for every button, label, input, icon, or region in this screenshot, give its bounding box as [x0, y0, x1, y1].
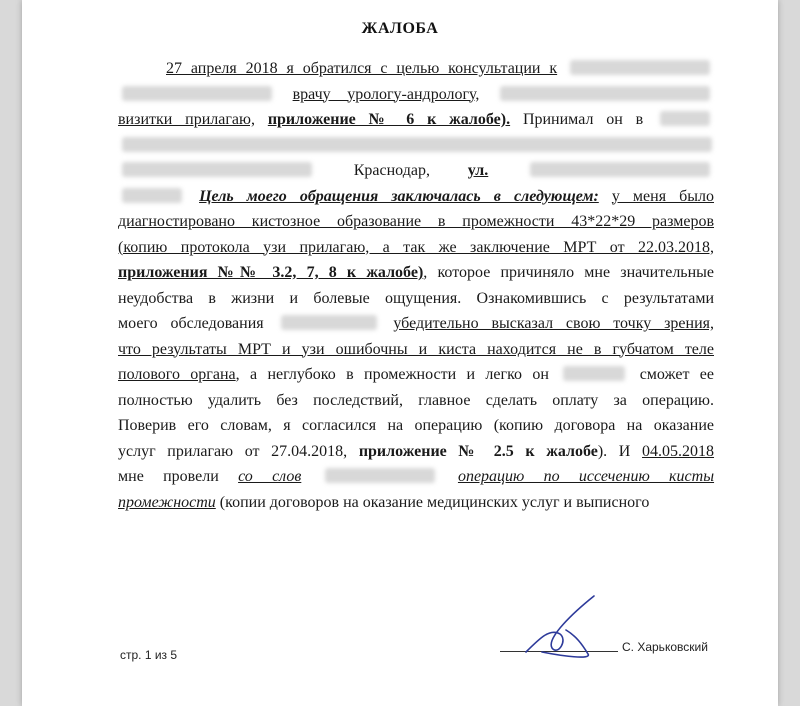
complaint-body [118, 56, 714, 515]
text-span: полового органа [118, 366, 236, 383]
text-span: приложение № 6 к жалобе). [267, 111, 511, 128]
text-span: ). И [597, 442, 631, 460]
text-span: 27 апреля 2018 я обратился с целью консультации к [166, 60, 558, 77]
text-span: (копии договоров на оказание медицинских услуг и выписного [215, 493, 650, 511]
text-line [118, 490, 714, 516]
redacted-block [570, 60, 710, 75]
text-span: Краснодар, [353, 162, 430, 179]
redacted-block [122, 162, 312, 177]
redacted-block [660, 111, 710, 126]
text-span: со слов [238, 468, 302, 485]
text-line [118, 158, 714, 184]
redacted-block [122, 188, 182, 203]
page-number: стр. 1 из 5 [120, 648, 178, 662]
redacted-block [563, 366, 625, 381]
text-span: 04.05.2018 [642, 442, 715, 460]
text-line: что результаты МРТ и узи ошибочны и киста находится не в губчатом теле [118, 340, 714, 358]
signature-icon [522, 590, 612, 662]
signer-name: С. Харьковский [622, 640, 708, 654]
text-line [118, 439, 714, 465]
text-span: мне провели [118, 468, 219, 485]
text-span: промежности [118, 493, 216, 511]
text-line [118, 56, 714, 82]
text-span: услуг прилагаю от 27.04.2018, [118, 442, 348, 460]
text-span: убедительно высказал свою точку зрения, [393, 315, 714, 332]
text-line: диагностировано кистозное образование в промежности 43*22*29 размеров [118, 213, 714, 230]
text-line [118, 184, 714, 210]
text-span: у меня было [611, 187, 714, 205]
text-line [118, 107, 714, 133]
redacted-block [122, 86, 272, 101]
redacted-block [325, 468, 435, 483]
text-span: ул. [467, 162, 489, 179]
text-span: врачу урологу-андрологу, [292, 85, 480, 103]
redacted-block [530, 162, 710, 177]
text-line [118, 260, 714, 286]
text-line: неудобства в жизни и болевые ощущения. Ознакомившись с результатами [118, 289, 714, 307]
text-span: моего обследования [118, 315, 264, 332]
text-line [118, 311, 714, 337]
text-line: Поверив его словам, я согласился на операцию (копию договора на оказание [118, 417, 714, 434]
text-line: полностью удалить без последствий, главное сделать оплату за операцию. [118, 391, 714, 409]
text-line: (копию протокола узи прилагаю, а так же заключение МРТ от 22.03.2018, [118, 238, 714, 256]
text-span: Принимал он в [522, 111, 644, 128]
document-title: ЖАЛОБА [361, 20, 439, 37]
text-line [118, 82, 714, 108]
text-line [118, 464, 714, 490]
text-line [118, 133, 714, 159]
text-span: визитки прилагаю, [118, 111, 255, 128]
redacted-block [122, 137, 712, 152]
text-span: Цель моего обращения заключалась в следующем: [199, 187, 599, 205]
redacted-block [500, 86, 710, 101]
text-span: , которое причиняло мне значительные [423, 264, 715, 281]
text-span: сможет ее [639, 366, 715, 383]
redacted-block [281, 315, 377, 330]
text-span: приложение № 2.5 к жалобе [358, 442, 598, 460]
document-page [22, 0, 778, 706]
text-line [118, 362, 714, 388]
text-span: , а неглубоко в промежности и легко он [235, 366, 549, 383]
text-span: приложения №№ 3.2, 7, 8 к жалобе) [118, 264, 424, 281]
text-span: операцию по иссечению кисты [457, 468, 715, 485]
